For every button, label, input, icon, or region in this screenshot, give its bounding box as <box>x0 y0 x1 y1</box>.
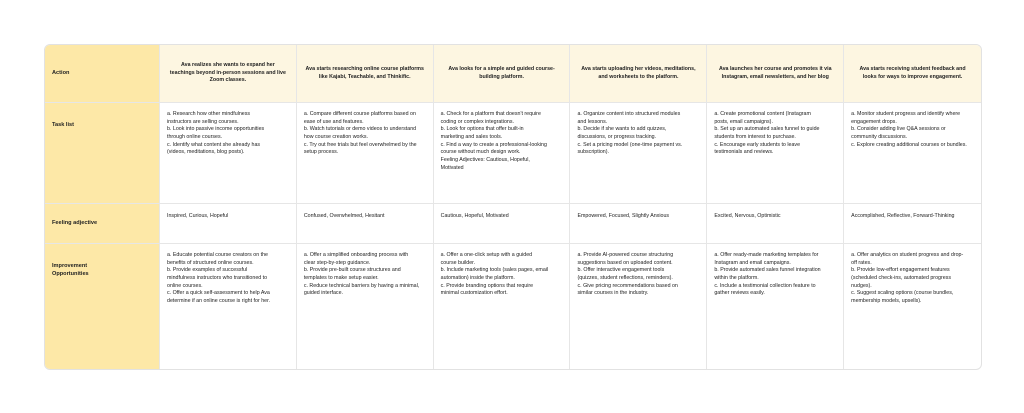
task-line: students from interest to purchase. <box>714 134 796 141</box>
task-line: testimonials and reviews. <box>714 149 774 156</box>
task-list-cell <box>707 103 844 204</box>
task-list-cell <box>570 103 707 204</box>
opportunity-line: nudges). <box>851 282 872 289</box>
opportunity-cell <box>434 244 571 369</box>
row-label-task-list: Task list <box>45 103 160 204</box>
task-line: c. Identify what content she already has <box>167 141 261 148</box>
action-cell: Ava starts researching online course platforms like Kajabi, Teachable, and Thinkific. <box>297 45 434 103</box>
opportunity-line: gather reviews easily. <box>714 290 765 297</box>
row-label-line: Improvement <box>52 263 88 269</box>
task-line: a. Monitor student progress and identify where <box>851 111 961 117</box>
feeling-cell: Inspired, Curious, Hopeful <box>160 204 297 244</box>
task-line: coding or complex integrations. <box>440 118 514 125</box>
opportunity-line: (scheduled check-ins, automated progress <box>851 275 951 282</box>
opportunity-line: c. Offer a quick self-assessment to help Ava <box>167 290 270 297</box>
opportunity-line: online courses. <box>167 282 203 289</box>
opportunity-line: c. Suggest scaling options (course bundles, <box>851 290 954 297</box>
task-line: marketing and sales tools. <box>440 134 503 141</box>
opportunity-line: within the platform. <box>714 275 759 282</box>
task-line: a. Check for a platform that doesn't require <box>440 111 541 117</box>
opportunity-line: a. Provide AI-powered course structuring <box>577 252 674 258</box>
task-line: posts, email campaigns). <box>714 118 773 125</box>
opportunity-line: benefits of structured online courses. <box>167 259 254 266</box>
opportunity-line: minimal customization effort. <box>440 290 508 297</box>
task-line: c. Explore creating additional courses or bundles. <box>851 141 967 148</box>
action-cell: Ava starts receiving student feedback and looks for ways to improve engagement. <box>844 45 981 103</box>
task-line: Motivated <box>440 164 464 171</box>
task-line: b. Decide if she wants to add quizzes, <box>577 126 667 133</box>
opportunity-line: a. Offer ready-made marketing templates for <box>714 252 819 258</box>
opportunity-line: course builder. <box>440 259 476 266</box>
task-line: (videos, meditations, blog posts). <box>167 149 245 156</box>
action-cell: Ava realizes she wants to expand her teachings beyond in-person sessions and live Zoom classes. <box>160 45 297 103</box>
opportunity-line: membership models, upsells). <box>851 298 922 305</box>
opportunity-line: a. Offer analytics on student progress and drop- <box>851 252 964 258</box>
task-line: subscription). <box>577 149 609 156</box>
opportunity-line: templates to make setup easier. <box>303 275 379 282</box>
opportunity-line: Instagram and email campaigns. <box>714 259 791 266</box>
opportunity-line: b. Provide low-effort engagement features <box>851 267 950 274</box>
opportunity-cell <box>297 244 434 369</box>
opportunity-line: a. Educate potential course creators on the <box>167 252 268 258</box>
opportunity-line: guided interface. <box>303 290 343 297</box>
task-line: c. Encourage early students to leave <box>714 141 801 148</box>
task-line: community discussions. <box>851 134 908 141</box>
opportunity-line: c. Include a testimonial collection feature to <box>714 282 816 289</box>
task-line: c. Try out free trials but feel overwhelmed by the <box>303 141 417 148</box>
task-line: b. Set up an automated sales funnel to guide <box>714 126 820 133</box>
task-list-cell <box>434 103 571 204</box>
opportunity-line: mindfulness instructors who transitioned to <box>167 275 268 282</box>
task-list-cell <box>297 103 434 204</box>
opportunity-cell <box>707 244 844 369</box>
row-label-feeling-adjective: Feeling adjective <box>45 204 160 244</box>
row-label-action: Action <box>45 45 160 103</box>
opportunity-line: determine if an online course is right for her. <box>167 298 271 305</box>
task-line: b. Watch tutorials or demo videos to understand <box>303 126 417 133</box>
task-line: c. Find a way to create a professional-looking <box>440 141 547 148</box>
task-list-cell <box>844 103 981 204</box>
task-line: discussions, or progress tracking. <box>577 134 657 141</box>
feeling-cell: Confused, Overwhelmed, Hesitant <box>297 204 434 244</box>
opportunity-line: b. Provide automated sales funnel integration <box>714 267 821 274</box>
task-line: and lessons. <box>577 118 608 125</box>
opportunity-cell <box>844 244 981 369</box>
opportunity-line: b. Include marketing tools (sales pages, email <box>440 267 549 274</box>
task-line: how course creation works. <box>303 134 369 141</box>
row-label-line: Opportunities <box>52 271 89 278</box>
action-cell: Ava launches her course and promotes it via Instagram, email newsletters, and her blog <box>707 45 844 103</box>
row-label-improvement-opportunities <box>45 244 160 369</box>
task-line: a. Research how other mindfulness <box>167 111 251 117</box>
opportunity-line: off rates. <box>851 259 872 266</box>
task-line: b. Look for options that offer built-in <box>440 126 524 133</box>
task-line: setup process. <box>303 149 339 156</box>
task-line: course without much design work. <box>440 149 521 156</box>
task-line: ease of use and features. <box>303 118 364 125</box>
opportunity-line: c. Give pricing recommendations based on <box>577 282 678 289</box>
opportunity-line: similar courses in the industry. <box>577 290 649 297</box>
opportunity-line: clear step-by-step guidance. <box>303 259 371 266</box>
opportunity-line: b. Provide examples of successful <box>167 267 248 274</box>
opportunity-line: suggestions based on uploaded content. <box>577 259 673 266</box>
opportunity-line: c. Reduce technical barriers by having a minimal, <box>303 282 420 289</box>
opportunity-line: a. Offer a one-click setup with a guided <box>440 252 533 258</box>
feeling-cell: Cautious, Hopeful, Motivated <box>434 204 571 244</box>
opportunity-cell <box>570 244 707 369</box>
opportunity-line: automation) inside the platform. <box>440 275 515 282</box>
task-line: a. Compare different course platforms based on <box>303 111 416 117</box>
task-line: Feeling Adjectives: Cautious, Hopeful, <box>440 157 530 164</box>
opportunity-line: b. Offer interactive engagement tools <box>577 267 665 274</box>
task-line: b. Look into passive income opportunities <box>167 126 265 133</box>
task-line: through online courses. <box>167 134 223 141</box>
feeling-cell: Accomplished, Reflective, Forward-Thinking <box>844 204 981 244</box>
task-line: engagement drops. <box>851 118 897 125</box>
journey-map-table <box>44 44 982 370</box>
opportunity-line: a. Offer a simplified onboarding process with <box>303 252 409 258</box>
feeling-cell: Empowered, Focused, Slightly Anxious <box>570 204 707 244</box>
feeling-cell: Excited, Nervous, Optimistic <box>707 204 844 244</box>
task-list-cell <box>160 103 297 204</box>
task-line: a. Create promotional content (Instagram <box>714 111 811 117</box>
task-line: a. Organize content into structured modules <box>577 111 681 117</box>
action-cell: Ava looks for a simple and guided course-building platform. <box>434 45 571 103</box>
opportunity-line: (quizzes, student reflections, reminders). <box>577 275 673 282</box>
task-line: instructors are selling courses. <box>167 118 239 125</box>
task-line: c. Set a pricing model (one-time payment vs. <box>577 141 683 148</box>
task-line: b. Consider adding live Q&A sessions or <box>851 126 946 133</box>
action-cell: Ava starts uploading her videos, meditations, and worksheets to the platform. <box>570 45 707 103</box>
opportunity-line: c. Provide branding options that require <box>440 282 534 289</box>
opportunity-cell <box>160 244 297 369</box>
opportunity-line: b. Provide pre-built course structures and <box>303 267 401 274</box>
